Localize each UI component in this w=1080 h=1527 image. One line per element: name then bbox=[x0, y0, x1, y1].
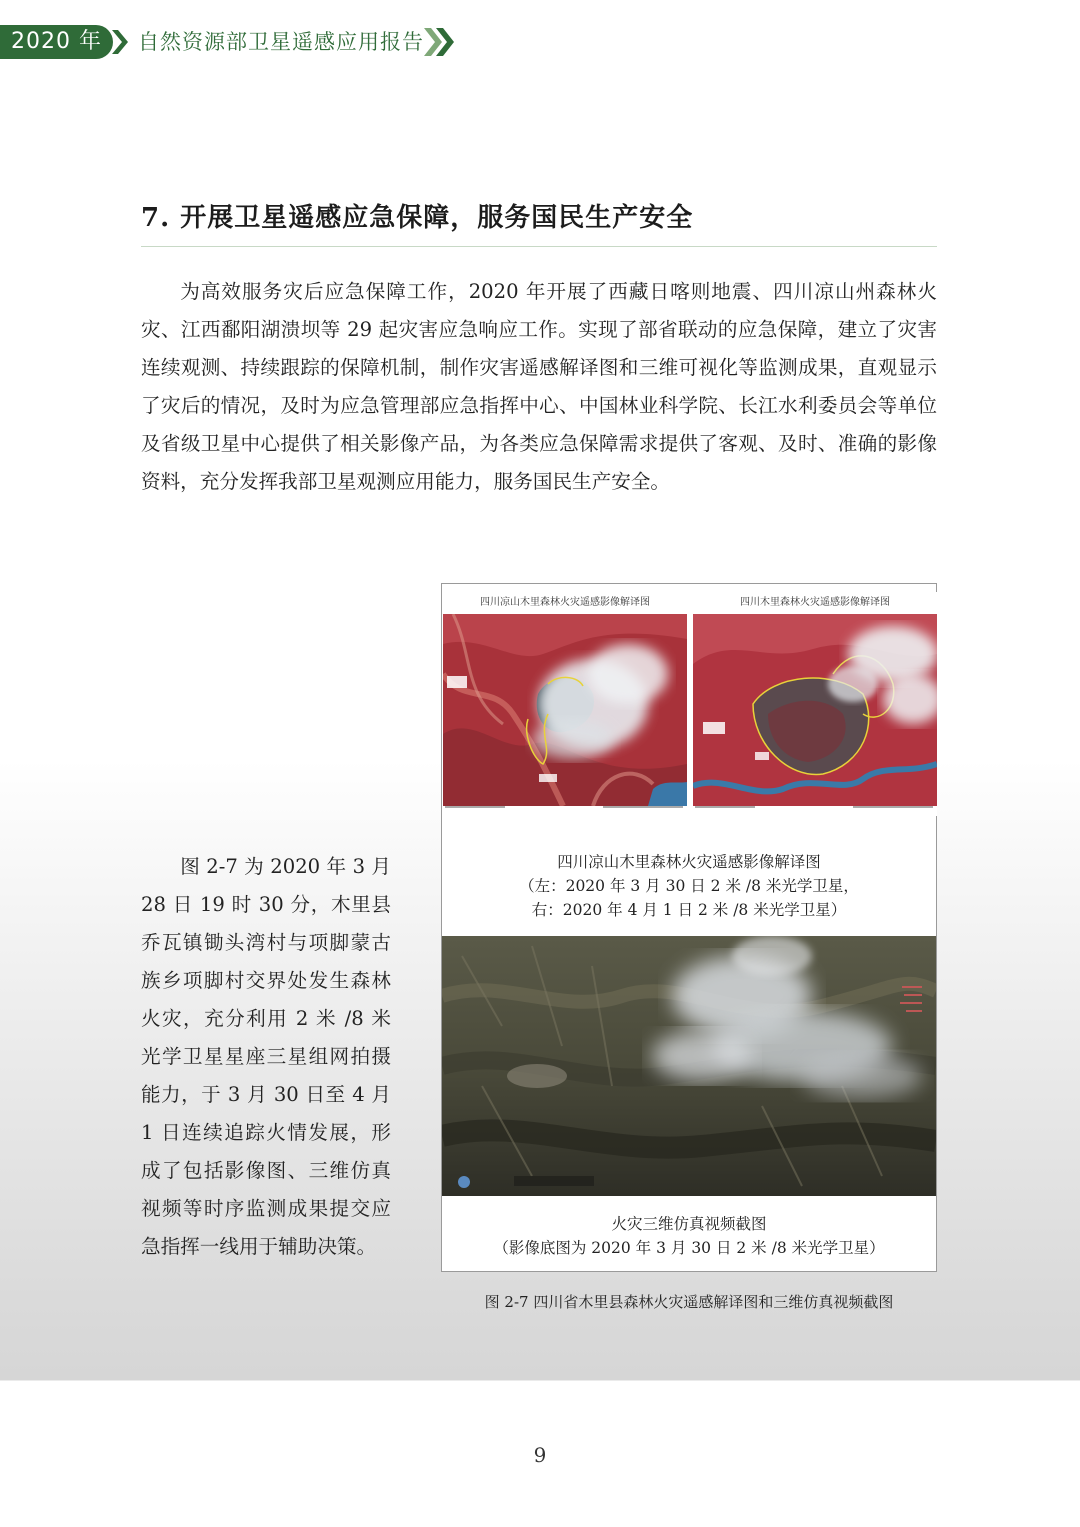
right-map-panel bbox=[693, 592, 937, 816]
left-satellite-map-image bbox=[443, 614, 687, 806]
header-report-title: 自然资源部卫星遥感应用报告 bbox=[138, 30, 424, 54]
3d-simulation-screenshot bbox=[442, 936, 936, 1196]
maps-caption-line2: （左：2020 年 3 月 30 日 2 米 /8 米光学卫星， bbox=[519, 877, 859, 895]
maps-caption-line1: 四川凉山木里森林火灾遥感影像解译图 bbox=[557, 853, 821, 871]
simulation-caption bbox=[442, 1212, 936, 1260]
figure-box bbox=[441, 583, 937, 1272]
maps-caption-line3: 右：2020 年 4 月 1 日 2 米 /8 米光学卫星） bbox=[531, 901, 847, 919]
page-number: 9 bbox=[533, 1443, 547, 1467]
intro-paragraph: 为高效服务灾后应急保障工作，2020 年开展了西藏日喀则地震、四川凉山州森林火灾、江西鄱阳湖溃坝等 29 起灾害应急响应工作。实现了部省联动的应急保障，建立了灾害连续观测、持续跟踪的保障机制，制作灾害遥感解译图和三维可视化等监测成果，直观显示了灾后的情况，及时为应急管理部应急指挥中心、中国林业科学院、长江水利委员会等单位及省级卫星中心提供了相关影像产品，为各类应急保障需求提供了客观、及时、准确的影像资料，充分发挥我部卫星观测应用能力，服务国民生产安全。 bbox=[141, 280, 937, 493]
left-map-panel bbox=[443, 592, 687, 816]
side-paragraph: 图 2-7 为 2020 年 3 月 28 日 19 时 30 分，木里县乔瓦镇锄头湾村与项脚蒙古族乡项脚村交界处发生森林火灾，充分利用 2 米 /8 米光学卫星星座三星组网拍摄能力，于 3 月 30 日至 4 月 1 日连续追踪火情发展，形成了包括影像图、三维仿真视频等时序监测成果提交应急指挥一线用于辅助决策。 bbox=[141, 855, 391, 1258]
simulation-caption-line1: 火灾三维仿真视频截图 bbox=[611, 1215, 767, 1233]
left-map-title: 四川凉山木里森林火灾遥感影像解译图 bbox=[480, 597, 650, 608]
left-map-footnote bbox=[443, 806, 687, 816]
right-map-title: 四川木里森林火灾遥感影像解译图 bbox=[740, 597, 890, 608]
section-title: 7. 开展卫星遥感应急保障，服务国民生产安全 bbox=[141, 203, 694, 233]
right-map-footnote bbox=[693, 806, 937, 816]
chevron-right-icon bbox=[112, 30, 128, 54]
double-chevron-icon bbox=[424, 28, 454, 56]
simulation-caption-line2: （影像底图为 2020 年 3 月 30 日 2 米 /8 米光学卫星） bbox=[493, 1239, 885, 1257]
maps-caption bbox=[442, 850, 936, 922]
figure-caption: 图 2-7 四川省木里县森林火灾遥感解译图和三维仿真视频截图 bbox=[484, 1293, 894, 1311]
header-year-badge: 2020 年 bbox=[0, 25, 113, 59]
right-satellite-map-image bbox=[693, 614, 937, 806]
section-divider bbox=[141, 246, 937, 247]
